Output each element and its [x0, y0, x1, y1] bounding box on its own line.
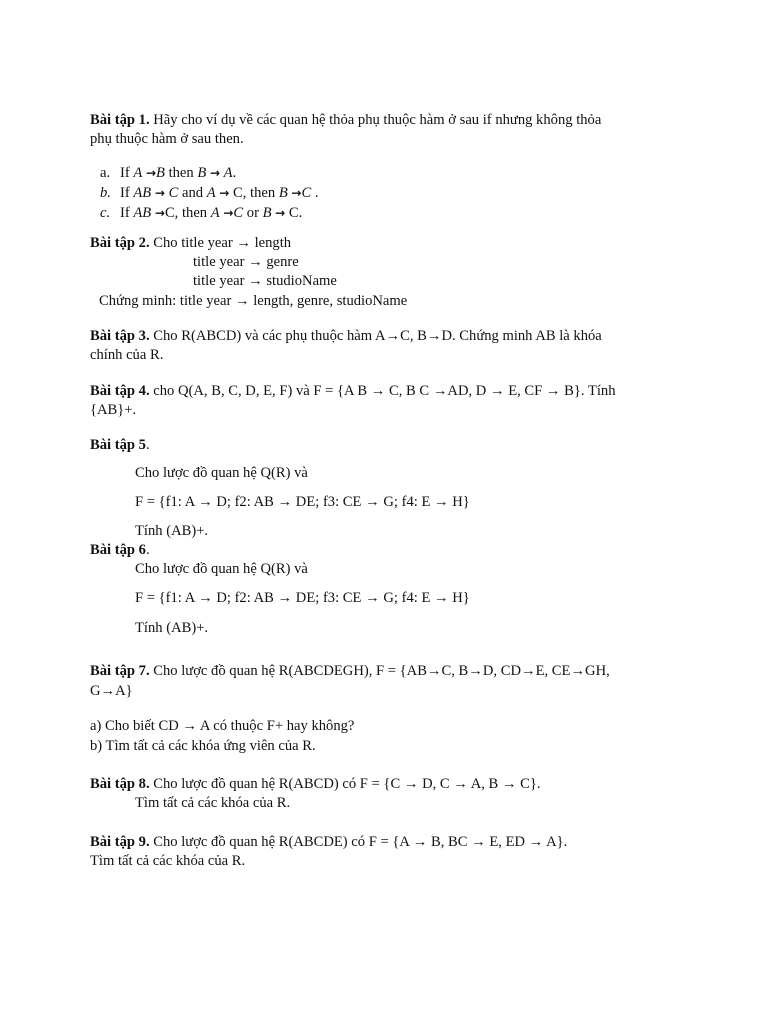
arrow-icon: → — [219, 186, 230, 200]
ex1-item-a-marker: a. — [100, 165, 111, 181]
ex9-line2: Tìm tất cả các khóa của R. — [90, 853, 246, 869]
ex8-line1 — [90, 775, 541, 793]
ex8-text-1: Cho lược đồ quan hệ R(ABCD) có F = {C → D, C → A, B → C}. — [149, 776, 541, 792]
ex1-line1 — [90, 111, 601, 129]
arrow-icon: → — [209, 166, 221, 180]
ex9-text-1: Cho lược đồ quan hệ R(ABCDE) có F = {A → B, BC → E, ED → A}. — [149, 834, 568, 850]
ex1-text: Hãy cho ví dụ về các quan hệ thỏa phụ thuộc hàm ở sau if nhưng không thỏa — [149, 112, 602, 128]
ex2-title: Bài tập 2. — [90, 235, 150, 251]
ex6-title: Bài tập 6 — [90, 542, 146, 558]
ex7-line2: G→A} — [90, 683, 133, 699]
arrow-icon: → — [223, 206, 234, 220]
ex5-line3: Tính (AB)+. — [135, 523, 209, 539]
ex7-qb: b) Tìm tất cả các khóa ứng viên của R. — [90, 738, 316, 754]
ex8-title: Bài tập 8. — [90, 776, 150, 792]
ex8-line2: Tìm tất cả các khóa của R. — [135, 795, 291, 811]
ex5-line2: F = {f1: A → D; f2: AB → DE; f3: CE → G; f4: E → H} — [135, 494, 470, 510]
ex6-line1: Cho lược đồ quan hệ Q(R) và — [135, 561, 308, 577]
ex2-line1 — [90, 234, 291, 252]
ex1-item-b: b. If AB → C and A → C, then B →C . — [100, 185, 319, 201]
ex4-text-1: cho Q(A, B, C, D, E, F) và F = {A B → C, B C →AD, D → E, CF → B}. Tính — [149, 383, 616, 399]
ex6-line3: Tính (AB)+. — [135, 620, 209, 636]
arrow-icon: → — [154, 206, 165, 220]
ex4-title: Bài tập 4. — [90, 383, 150, 399]
ex1-item-b-marker: b. — [100, 185, 111, 201]
ex1-item-c-marker: c. — [100, 205, 111, 221]
ex7-line1 — [90, 662, 610, 680]
ex1-item-a: a. If A →B then B → A. — [100, 165, 237, 181]
ex3-title: Bài tập 3. — [90, 328, 150, 344]
ex4-line1 — [90, 382, 616, 400]
ex1-item-c: c. If AB →C, then A →C or B → C. — [100, 205, 303, 221]
ex9-title: Bài tập 9. — [90, 834, 150, 850]
ex5-line1: Cho lược đồ quan hệ Q(R) và — [135, 465, 308, 481]
ex7-title: Bài tập 7. — [90, 663, 150, 679]
ex4-line2: {AB}+. — [90, 402, 137, 418]
ex6-title-line: Bài tập 6. — [90, 542, 150, 558]
ex2-line3: title year → studioName — [193, 273, 337, 289]
ex3-line2: chính của R. — [90, 347, 164, 363]
ex5-title-line: Bài tập 5. — [90, 437, 150, 453]
arrow-icon: → — [275, 206, 286, 220]
ex7-qa: a) Cho biết CD → A có thuộc F+ hay không? — [90, 718, 355, 734]
ex3-text-1: Cho R(ABCD) và các phụ thuộc hàm A→C, B→D. Chứng minh AB là khóa — [149, 328, 602, 344]
ex3-line1 — [90, 327, 602, 345]
ex2-text-1: Cho title year → length — [149, 235, 292, 251]
arrow-icon: → — [291, 186, 302, 200]
ex7-text-1: Cho lược đồ quan hệ R(ABCDEGH), F = {AB→C, B→D, CD→E, CE→GH, — [149, 663, 610, 679]
arrow-icon: → — [154, 186, 165, 200]
arrow-icon: → — [145, 166, 157, 180]
ex2-proof: Chứng minh: title year → length, genre, studioName — [99, 293, 408, 309]
ex1-line2: phụ thuộc hàm ở sau then. — [90, 131, 244, 147]
ex1-title: Bài tập 1. — [90, 112, 150, 128]
ex9-line1 — [90, 833, 567, 851]
ex2-line2: title year → genre — [193, 254, 299, 270]
ex6-line2: F = {f1: A → D; f2: AB → DE; f3: CE → G; f4: E → H} — [135, 590, 470, 606]
ex5-title: Bài tập 5 — [90, 437, 146, 453]
